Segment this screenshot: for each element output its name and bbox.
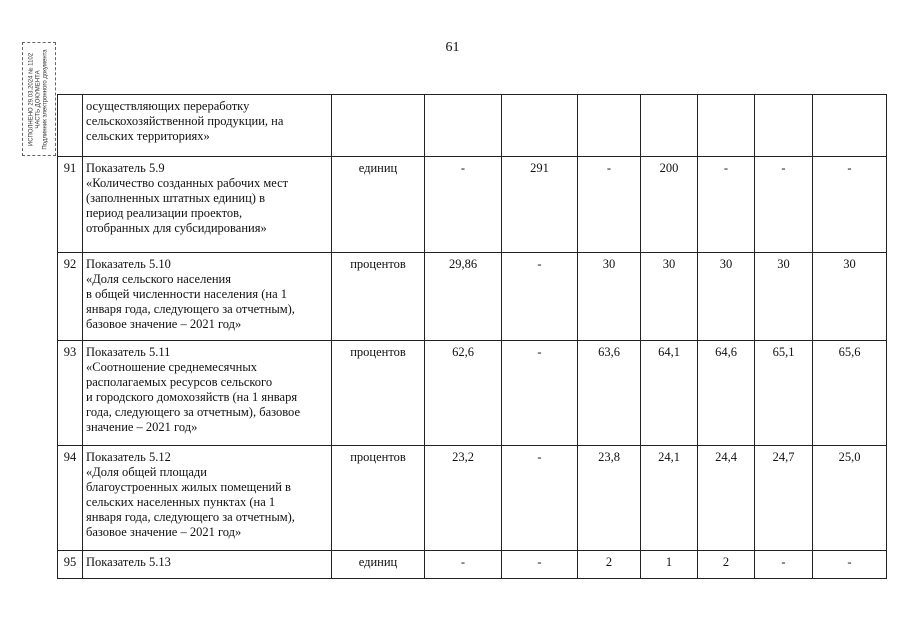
value-cell: - (502, 253, 578, 341)
indicator-label-line: января года, следующего за отчетным), (86, 510, 295, 524)
indicators-table (57, 94, 887, 579)
indicator-label-line: сельских территориях» (86, 129, 210, 143)
stamp-line: ИСПОЛНЕНО 29.03.2024 № 1102 (28, 52, 35, 146)
unit-cell: единиц (332, 551, 425, 579)
value-cell: - (425, 551, 502, 579)
indicator-label-line: в общей численности населения (на 1 (86, 287, 288, 301)
registration-stamp (22, 42, 56, 156)
indicator-label-line: значение – 2021 год» (86, 420, 198, 434)
value-cell: - (813, 157, 887, 253)
stamp-text (29, 49, 50, 149)
row-number: 93 (58, 341, 83, 446)
indicator-label (83, 341, 332, 446)
row-number: 91 (58, 157, 83, 253)
indicator-label-line: сельских населенных пунктах (на 1 (86, 495, 276, 509)
unit-cell: процентов (332, 446, 425, 551)
value-cell: 23,8 (578, 446, 641, 551)
table-body (58, 95, 887, 579)
value-cell: 64,6 (698, 341, 755, 446)
value-cell: 291 (502, 157, 578, 253)
indicator-label-line: января года, следующего за отчетным), (86, 302, 295, 316)
row-number: 92 (58, 253, 83, 341)
value-cell (502, 95, 578, 157)
indicator-label-line: располагаемых ресурсов сельского (86, 375, 273, 389)
row-number (58, 95, 83, 157)
unit-cell: единиц (332, 157, 425, 253)
stamp-line: Подлинник электронного документа (42, 48, 49, 150)
table-row (58, 446, 887, 551)
indicator-label (83, 551, 332, 579)
indicator-label-line: Показатель 5.10 (86, 257, 171, 271)
table-row (58, 95, 887, 157)
indicator-label-line: Показатель 5.13 (86, 555, 171, 569)
value-cell: 63,6 (578, 341, 641, 446)
indicator-label-line: (заполненных штатных единиц) в (86, 191, 265, 205)
value-cell: 23,2 (425, 446, 502, 551)
value-cell: 65,6 (813, 341, 887, 446)
value-cell: 29,86 (425, 253, 502, 341)
indicator-label-line: «Количество созданных рабочих мест (86, 176, 289, 190)
unit-cell (332, 95, 425, 157)
indicator-label-line: и городского домохозяйств (на 1 января (86, 390, 298, 404)
indicator-label-line: отобранных для субсидирования» (86, 221, 267, 235)
value-cell (755, 95, 813, 157)
indicator-label-line: года, следующего за отчетным), базовое (86, 405, 301, 419)
indicator-label-line: период реализации проектов, (86, 206, 243, 220)
value-cell: 30 (755, 253, 813, 341)
value-cell: - (755, 157, 813, 253)
value-cell (425, 95, 502, 157)
table-row (58, 253, 887, 341)
value-cell: - (813, 551, 887, 579)
value-cell (641, 95, 698, 157)
value-cell: 24,7 (755, 446, 813, 551)
value-cell: 62,6 (425, 341, 502, 446)
value-cell: 65,1 (755, 341, 813, 446)
value-cell: 30 (698, 253, 755, 341)
unit-cell: процентов (332, 341, 425, 446)
value-cell: 24,1 (641, 446, 698, 551)
indicator-label (83, 157, 332, 253)
indicator-label-line: «Соотношение среднемесячных (86, 360, 258, 374)
value-cell (578, 95, 641, 157)
indicator-label-line: «Доля сельского населения (86, 272, 231, 286)
value-cell: 64,1 (641, 341, 698, 446)
unit-cell: процентов (332, 253, 425, 341)
table-row (58, 157, 887, 253)
indicator-label-line: осуществляющих переработку (86, 99, 250, 113)
value-cell: - (578, 157, 641, 253)
page-number: 61 (445, 40, 460, 55)
row-number: 95 (58, 551, 83, 579)
indicator-label (83, 253, 332, 341)
value-cell: - (698, 157, 755, 253)
value-cell: - (502, 341, 578, 446)
value-cell: - (755, 551, 813, 579)
value-cell (698, 95, 755, 157)
indicator-label-line: сельскохозяйственной продукции, на (86, 114, 284, 128)
value-cell: - (502, 551, 578, 579)
value-cell: - (502, 446, 578, 551)
row-number: 94 (58, 446, 83, 551)
value-cell: 200 (641, 157, 698, 253)
value-cell (813, 95, 887, 157)
indicator-label (83, 446, 332, 551)
stamp-line: ЧАСТЬ ДОКУМЕНТА (35, 69, 42, 129)
value-cell: 2 (578, 551, 641, 579)
indicator-label-line: Показатель 5.12 (86, 450, 171, 464)
value-cell: - (425, 157, 502, 253)
table-row (58, 551, 887, 579)
value-cell: 1 (641, 551, 698, 579)
indicator-label-line: базовое значение – 2021 год» (86, 525, 242, 539)
indicator-label-line: Показатель 5.9 (86, 161, 165, 175)
value-cell: 30 (641, 253, 698, 341)
value-cell: 30 (578, 253, 641, 341)
table-row (58, 341, 887, 446)
value-cell: 25,0 (813, 446, 887, 551)
indicator-label (83, 95, 332, 157)
value-cell: 30 (813, 253, 887, 341)
indicator-label-line: базовое значение – 2021 год» (86, 317, 242, 331)
value-cell: 24,4 (698, 446, 755, 551)
indicator-label-line: «Доля общей площади (86, 465, 207, 479)
value-cell: 2 (698, 551, 755, 579)
indicator-label-line: Показатель 5.11 (86, 345, 171, 359)
indicator-label-line: благоустроенных жилых помещений в (86, 480, 291, 494)
